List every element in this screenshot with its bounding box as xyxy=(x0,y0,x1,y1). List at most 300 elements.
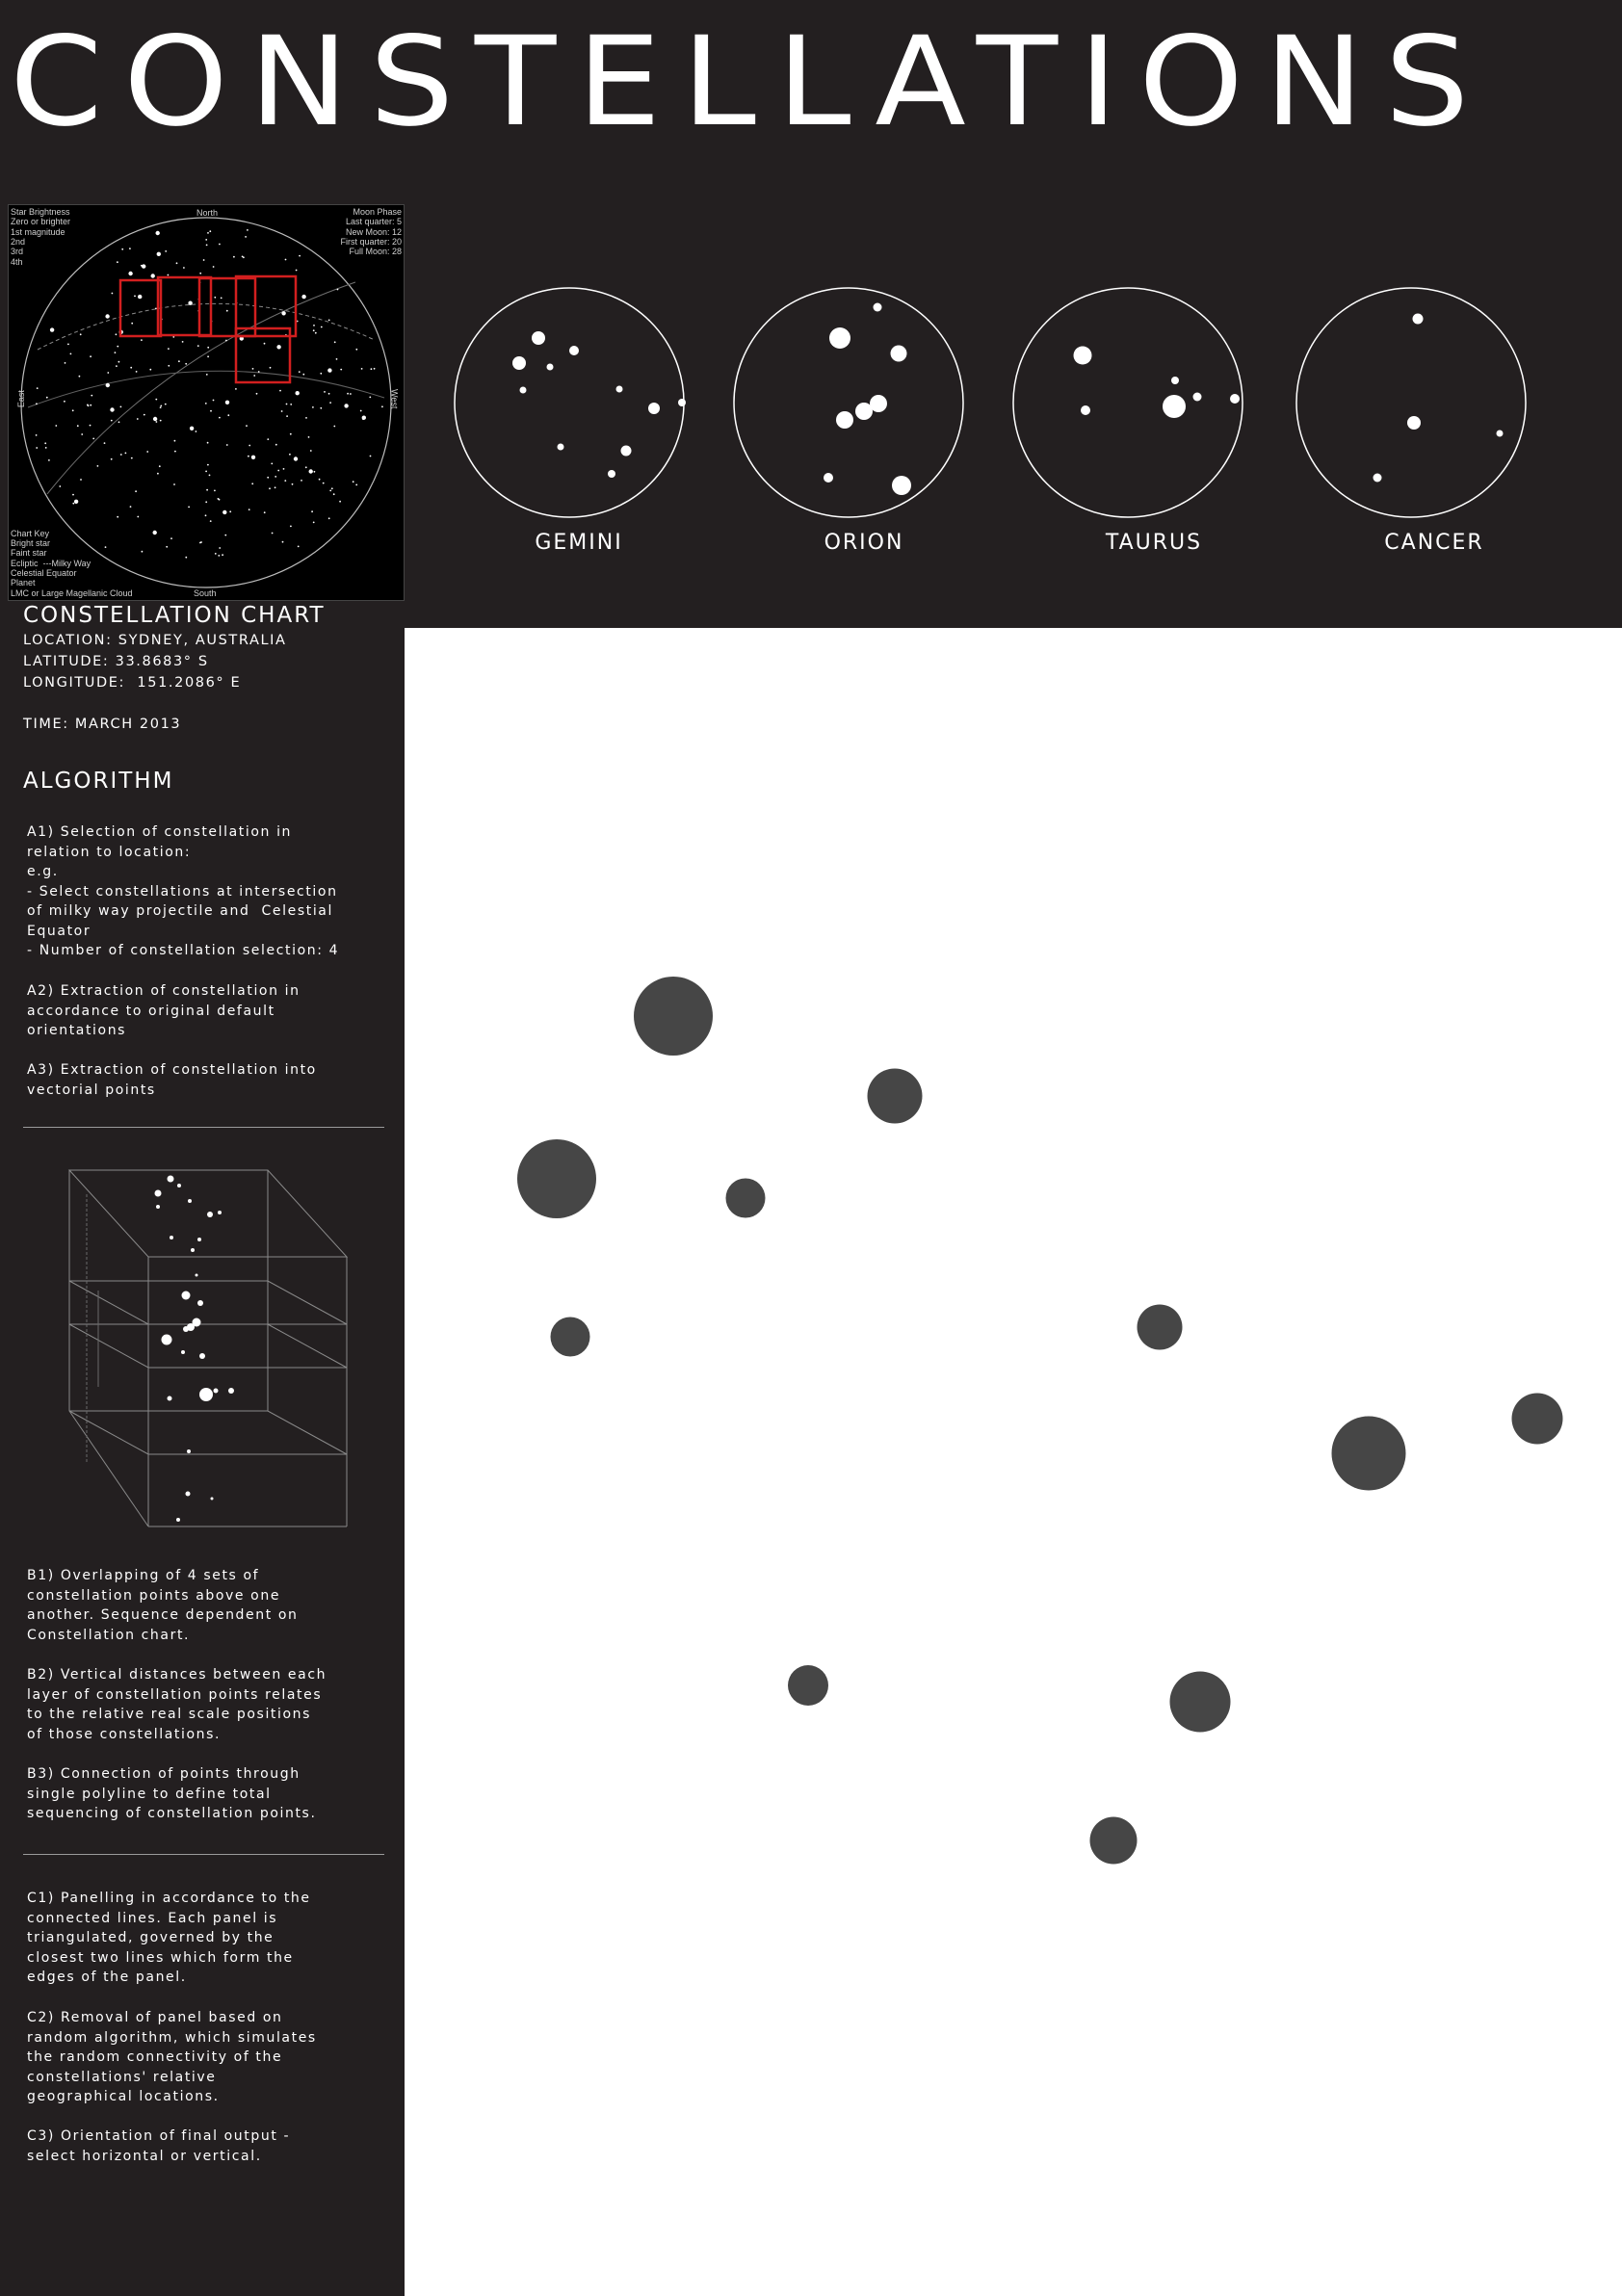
sky-star xyxy=(141,339,143,341)
sky-star xyxy=(214,490,216,492)
sky-star xyxy=(105,314,109,318)
sky-star xyxy=(90,355,92,357)
sky-star xyxy=(168,365,170,367)
sky-star xyxy=(272,533,274,535)
sky-star xyxy=(246,425,248,427)
highlight-box xyxy=(236,276,296,336)
sky-star xyxy=(218,555,220,557)
sky-star xyxy=(72,409,74,411)
sky-star xyxy=(371,368,373,370)
sky-star xyxy=(219,547,221,549)
sky-star xyxy=(196,430,197,432)
sky-star xyxy=(328,393,330,395)
sky-star xyxy=(111,458,113,460)
sky-star xyxy=(285,259,287,261)
star xyxy=(547,364,554,371)
sky-star xyxy=(289,454,291,456)
sky-star xyxy=(344,404,348,407)
sky-star xyxy=(227,414,229,416)
star xyxy=(1171,377,1179,384)
sky-star xyxy=(106,383,110,387)
sky-star xyxy=(64,401,65,403)
sky-star xyxy=(369,397,371,399)
sky-star xyxy=(275,476,276,478)
map-south-label: South xyxy=(194,587,217,598)
sky-star xyxy=(125,453,127,455)
step-c1: C1) Panelling in accordance to the connected lines. Each panel is triangulated, governed by the closest two lines which form the edges of the panel. xyxy=(27,1891,311,1985)
sky-star xyxy=(77,425,79,427)
sky-star xyxy=(249,445,250,447)
sky-star xyxy=(323,483,325,484)
sky-star xyxy=(362,416,366,420)
step-a2: A2) Extraction of constellation in accordance to original default orientations xyxy=(27,983,301,1038)
sky-star xyxy=(313,522,315,524)
sky-star xyxy=(197,345,199,347)
sky-star xyxy=(284,480,286,482)
orion-circle xyxy=(734,288,963,517)
sky-star xyxy=(301,480,302,482)
highlight-box xyxy=(120,280,161,336)
sky-star xyxy=(174,440,176,442)
sky-star xyxy=(36,403,38,404)
sky-star xyxy=(55,425,57,427)
star xyxy=(874,303,882,312)
sky-star xyxy=(327,368,331,372)
constellation-point xyxy=(868,1069,923,1124)
star xyxy=(1074,347,1092,365)
sky-star xyxy=(331,487,333,489)
sky-star xyxy=(117,516,118,518)
sky-star xyxy=(130,506,132,508)
sky-star xyxy=(299,371,301,373)
sky-star xyxy=(81,433,83,435)
sky-star xyxy=(222,554,223,556)
sky-star xyxy=(206,245,208,247)
constellation-circles xyxy=(424,260,1580,530)
sky-star xyxy=(168,348,170,350)
sky-star xyxy=(353,481,354,483)
sky-star xyxy=(340,369,342,371)
sky-star xyxy=(205,403,207,404)
highlight-box xyxy=(158,277,211,335)
sky-star xyxy=(337,289,339,291)
sky-star xyxy=(271,463,273,465)
constellation-point xyxy=(1332,1417,1406,1491)
sky-star xyxy=(267,477,269,479)
sky-star xyxy=(36,447,38,449)
sky-star xyxy=(157,252,161,256)
star xyxy=(512,356,526,370)
sky-star xyxy=(138,295,142,299)
sky-star xyxy=(225,340,227,342)
sky-star xyxy=(226,444,228,446)
sky-star xyxy=(282,541,284,543)
sky-star xyxy=(72,494,74,496)
sky-star xyxy=(205,239,207,241)
sky-star xyxy=(159,465,161,467)
constellation-point xyxy=(788,1665,828,1706)
sky-star xyxy=(301,295,305,299)
time-text: TIME: MARCH 2013 xyxy=(23,717,182,732)
step-b3: B3) Connection of points through single polyline to define total sequencing of constellation points. xyxy=(27,1766,317,1821)
sky-star xyxy=(116,365,118,367)
chart-key-legend: Chart Key Bright star Faint star Ecliptic ---Milky Way Celestial Equator Planet LMC or Large Magellanic Cloud xyxy=(11,528,133,598)
taurus-circle xyxy=(1013,288,1243,517)
sky-star xyxy=(283,468,285,470)
sky-star xyxy=(188,507,190,509)
sky-star xyxy=(328,320,330,322)
sky-star xyxy=(209,475,211,477)
star xyxy=(678,399,686,406)
sky-star xyxy=(321,326,323,328)
sky-star xyxy=(155,399,157,401)
sky-star xyxy=(90,425,92,427)
sky-star xyxy=(225,401,229,404)
sky-star xyxy=(205,471,207,473)
sky-star xyxy=(360,410,362,412)
sky-star xyxy=(111,420,113,422)
sky-star xyxy=(131,323,133,325)
constellation-point xyxy=(1090,1817,1138,1865)
sky-star xyxy=(281,410,283,412)
sky-star xyxy=(224,535,226,536)
sky-star xyxy=(355,484,357,486)
star xyxy=(1230,394,1240,404)
sky-star xyxy=(219,244,221,246)
sky-star xyxy=(97,465,99,467)
sky-star xyxy=(44,442,46,444)
sky-star xyxy=(156,231,160,235)
sky-star xyxy=(129,248,131,249)
sky-star xyxy=(207,232,209,234)
sky-star xyxy=(253,375,255,377)
sky-star xyxy=(286,404,288,405)
sky-star xyxy=(165,250,167,252)
sky-star xyxy=(308,436,310,438)
sky-star xyxy=(314,471,316,473)
sky-star xyxy=(336,358,338,360)
sky-star xyxy=(286,415,288,417)
star xyxy=(1081,405,1090,415)
sky-star xyxy=(209,230,211,232)
sky-star xyxy=(269,487,271,489)
sky-star xyxy=(305,417,307,419)
sky-star xyxy=(37,387,39,389)
star xyxy=(892,476,911,495)
gemini-circle xyxy=(455,288,686,517)
star xyxy=(829,327,850,349)
sky-star xyxy=(292,483,294,485)
sky-star xyxy=(355,349,357,351)
sky-star xyxy=(160,405,162,407)
sky-star xyxy=(249,509,250,510)
sky-star xyxy=(46,397,48,399)
sky-star xyxy=(370,456,372,457)
points-panel xyxy=(405,628,1622,2296)
sky-star xyxy=(151,274,155,277)
step-a3: A3) Extraction of constellation into vectorial points xyxy=(27,1062,317,1098)
sky-star xyxy=(299,255,301,257)
sky-star xyxy=(235,388,237,390)
sky-star xyxy=(173,483,175,485)
sky-star xyxy=(120,406,122,408)
sky-star xyxy=(215,553,217,555)
sky-star xyxy=(59,485,61,487)
label-orion: ORION xyxy=(824,531,904,555)
location-text: LOCATION: SYDNEY, AUSTRALIA xyxy=(23,633,287,648)
sky-star xyxy=(157,473,159,475)
sky-star xyxy=(226,310,228,312)
sky-star xyxy=(312,406,314,408)
star xyxy=(836,411,853,429)
sky-star xyxy=(190,427,194,430)
sky-star xyxy=(153,417,157,421)
sky-star xyxy=(219,499,221,501)
layer-plane xyxy=(69,1324,347,1368)
sky-star xyxy=(205,514,207,516)
sky-star xyxy=(276,345,280,349)
star xyxy=(648,403,660,414)
sky-star xyxy=(290,433,292,435)
sky-star xyxy=(267,438,269,440)
sky-star xyxy=(222,510,226,514)
sky-star xyxy=(309,469,313,473)
sky-star xyxy=(176,262,178,264)
sky-star xyxy=(172,336,174,338)
sky-star xyxy=(199,542,201,544)
map-north-label: North xyxy=(196,208,219,218)
sky-star xyxy=(110,407,114,411)
sky-star xyxy=(206,374,208,376)
sky-star xyxy=(134,296,136,298)
algorithm-heading: ALGORITHM xyxy=(23,769,174,794)
sky-star xyxy=(205,501,207,503)
sky-star xyxy=(185,363,187,365)
star xyxy=(532,331,545,345)
map-west-label: West xyxy=(389,389,399,409)
sky-star xyxy=(347,393,349,395)
sky-star xyxy=(298,546,300,548)
sky-star xyxy=(333,493,335,495)
sky-star xyxy=(339,501,341,503)
sky-star xyxy=(247,229,249,231)
sky-star xyxy=(118,421,120,423)
constellation-point xyxy=(551,1318,590,1357)
sky-star xyxy=(258,371,260,373)
sky-star xyxy=(137,516,139,518)
sky-star xyxy=(50,327,54,331)
sky-star xyxy=(264,511,266,513)
milky-way-line xyxy=(47,282,355,494)
constellation-point xyxy=(726,1179,766,1218)
layers-diagram xyxy=(58,1165,356,1541)
sky-star xyxy=(170,537,172,539)
sky-star xyxy=(36,434,38,436)
sky-star xyxy=(275,444,277,446)
sky-star xyxy=(256,393,258,395)
sky-star xyxy=(279,390,281,392)
step-a1: A1) Selection of constellation in relation to location: e.g. - Select constellations at intersection of milky way projectile and Celestial Equator - Number of constellation selection: 4 xyxy=(27,824,340,958)
chart-heading: CONSTELLATION CHART xyxy=(23,603,326,628)
ecliptic-line xyxy=(38,303,375,350)
sky-star xyxy=(166,546,168,548)
sky-star xyxy=(199,273,201,274)
sky-star xyxy=(251,456,255,459)
sky-star xyxy=(72,503,74,505)
sky-star xyxy=(142,264,145,268)
sky-star xyxy=(207,355,209,357)
label-taurus: TAURUS xyxy=(1105,531,1203,555)
sky-star xyxy=(305,466,307,468)
sky-star xyxy=(219,417,221,419)
layer-plane xyxy=(69,1281,347,1324)
star xyxy=(1407,416,1421,430)
map-east-label: East xyxy=(15,390,26,408)
star xyxy=(569,346,579,355)
star xyxy=(855,403,873,420)
divider xyxy=(23,1127,384,1128)
label-cancer: CANCER xyxy=(1384,531,1484,555)
star xyxy=(891,346,907,362)
sky-star xyxy=(70,353,72,355)
sky-star xyxy=(207,442,209,444)
star xyxy=(616,386,623,393)
star xyxy=(824,473,833,483)
sky-star xyxy=(160,420,162,422)
constellation-point xyxy=(1138,1305,1183,1350)
sky-star xyxy=(183,267,185,269)
constellation-point xyxy=(517,1139,596,1218)
sky-star xyxy=(251,483,253,484)
sky-star xyxy=(91,395,92,397)
sky-star xyxy=(275,486,276,488)
sky-star xyxy=(74,500,78,504)
sky-star xyxy=(45,447,47,449)
sky-star xyxy=(79,376,81,378)
sky-star xyxy=(252,368,254,370)
sky-star xyxy=(248,456,249,457)
layer-plane xyxy=(69,1411,347,1454)
sky-star xyxy=(310,450,312,452)
sky-star xyxy=(245,236,247,238)
sky-star xyxy=(116,333,118,335)
sky-star xyxy=(137,418,139,420)
star xyxy=(1163,395,1186,418)
sky-star xyxy=(155,308,157,310)
sky-star xyxy=(313,325,315,326)
star xyxy=(520,387,527,394)
sky-star xyxy=(104,442,106,444)
constellation-point xyxy=(1512,1394,1563,1445)
sky-star xyxy=(320,407,322,409)
label-gemini: GEMINI xyxy=(535,531,623,555)
latitude-text: LATITUDE: 33.8683° S xyxy=(23,654,209,669)
sky-star xyxy=(315,332,317,334)
sky-star xyxy=(90,404,92,406)
sky-star xyxy=(221,298,222,300)
sky-star xyxy=(130,367,132,369)
sky-star xyxy=(207,464,209,466)
sky-star xyxy=(141,265,143,267)
sky-star xyxy=(131,457,133,459)
sky-star xyxy=(350,393,352,395)
sky-star xyxy=(296,270,298,272)
sky-star xyxy=(210,520,212,522)
sky-star xyxy=(185,557,187,559)
divider xyxy=(23,1854,384,1855)
sky-star xyxy=(92,438,94,440)
sky-star xyxy=(117,261,118,263)
sky-star xyxy=(328,517,330,519)
star xyxy=(558,444,564,451)
sky-star xyxy=(87,404,89,406)
sky-star xyxy=(302,374,304,376)
step-c3: C3) Orientation of final output - select horizontal or vertical. xyxy=(27,2128,291,2164)
step-c2: C2) Removal of panel based on random algorithm, which simulates the random connectivity of the constellations' relative geographical locations. xyxy=(27,2010,317,2104)
sky-star xyxy=(174,451,176,453)
sky-star xyxy=(290,404,292,405)
sky-star xyxy=(374,368,376,370)
sky-star xyxy=(206,489,208,491)
sky-star xyxy=(296,391,300,395)
sky-star xyxy=(334,341,336,343)
sky-star xyxy=(182,341,184,343)
sky-star xyxy=(115,352,117,353)
sky-star xyxy=(290,526,292,528)
star xyxy=(1497,430,1504,437)
star xyxy=(1193,393,1202,402)
sky-star xyxy=(142,551,144,553)
sky-star xyxy=(361,368,363,370)
sky-star xyxy=(135,490,137,492)
constellation-point xyxy=(634,977,713,1056)
sky-star xyxy=(168,274,170,276)
sky-star xyxy=(294,457,298,460)
sky-star xyxy=(381,405,383,407)
star xyxy=(1373,474,1382,483)
sky-star xyxy=(324,391,326,393)
sky-star xyxy=(48,459,50,461)
sky-star xyxy=(65,362,66,364)
star xyxy=(621,446,632,457)
sky-star xyxy=(118,361,120,363)
sky-star xyxy=(178,360,180,362)
sky-star xyxy=(213,400,215,402)
moon-phase-legend: Moon Phase Last quarter: 5 New Moon: 12 First quarter: 20 Full Moon: 28 xyxy=(340,207,402,257)
sky-star xyxy=(264,343,266,345)
sky-star xyxy=(67,344,69,346)
step-b1: B1) Overlapping of 4 sets of constellation points above one another. Sequence dependent on Constellation chart. xyxy=(27,1568,299,1643)
page-title: CONSTELLATIONS xyxy=(10,11,1490,154)
sky-star xyxy=(136,371,138,373)
sky-star xyxy=(121,248,123,250)
sky-star xyxy=(160,406,162,408)
sky-star xyxy=(165,404,167,405)
sky-star xyxy=(320,373,322,375)
sky-star xyxy=(120,454,122,456)
sky-star xyxy=(203,259,205,261)
sky-star xyxy=(329,402,331,404)
sky-star xyxy=(311,510,313,512)
sky-star xyxy=(207,347,209,349)
longitude-text: LONGITUDE: 151.2086° E xyxy=(23,675,242,691)
sky-star xyxy=(213,266,215,268)
sky-star xyxy=(319,479,321,481)
star xyxy=(608,470,615,478)
sky-star xyxy=(80,333,82,335)
sky-star xyxy=(128,272,132,275)
sky-star xyxy=(329,490,331,492)
